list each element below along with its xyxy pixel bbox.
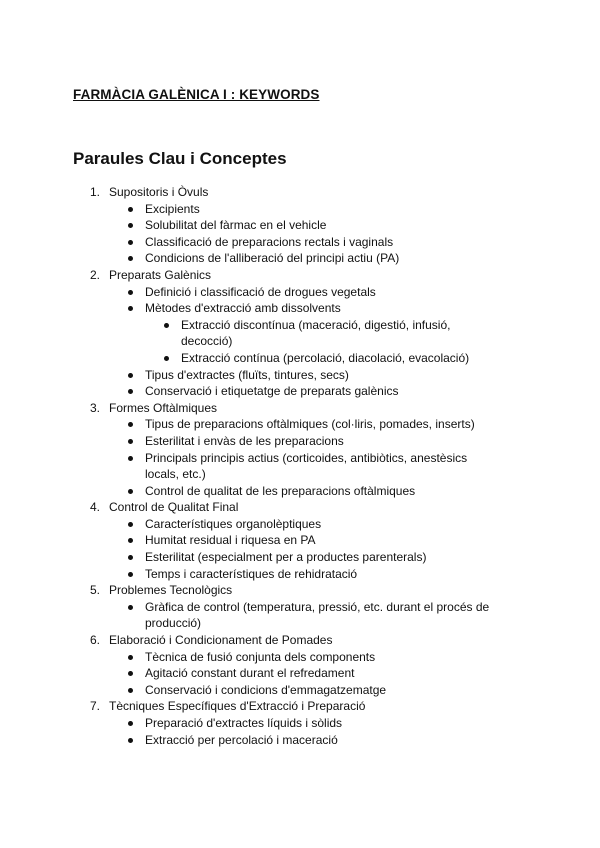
sub-keyword-label: Extracció contínua (percolació, diacolació, evacolació) [181,350,470,365]
keyword-label: Esterilitat (especialment per a productes parenterals) [145,550,427,565]
bullet-icon [128,738,133,743]
bullet-icon [128,373,133,378]
bullet-icon [128,439,133,444]
keyword-item [109,732,503,749]
bullet-icon [128,456,133,461]
topic-item [73,499,503,582]
bullet-icon [128,538,133,543]
bullet-icon [128,555,133,560]
bullet-icon [128,240,133,245]
topic-item [73,400,503,500]
keyword-item [109,566,503,583]
topic-label: Supositoris i Òvuls [109,185,209,199]
bullet-icon [128,290,133,295]
bullet-icon [128,223,133,228]
topic-list [73,184,503,748]
keyword-label: Temps i característiques de rehidratació [145,566,358,581]
keyword-list [109,599,503,632]
bullet-icon [128,671,133,676]
topic-label: Tècniques Específiques d'Extracció i Preparació [109,699,366,714]
bullet-icon [128,655,133,660]
document-title: FARMÀCIA GALÈNICA I : KEYWORDS [73,87,320,102]
keyword-label: Definició i classificació de drogues vegetals [145,284,376,299]
keyword-label: Condicions de l'alliberació del principi actiu (PA) [145,251,400,266]
keyword-item [109,300,503,366]
topic-number: 4. [90,500,101,515]
topic-item [73,632,503,698]
keyword-item [109,715,503,732]
keyword-label: Excipients [145,201,200,216]
topic-number: 6. [90,633,101,648]
keyword-item [109,599,503,632]
keyword-item [109,201,503,218]
bullet-icon [128,522,133,527]
keyword-item [109,532,503,549]
sub-keyword-item [145,350,503,367]
bullet-icon [128,572,133,577]
topic-number: 2. [90,267,101,282]
keyword-item [109,367,503,384]
bullet-icon [128,721,133,726]
topic-number: 7. [90,699,101,714]
topic-item [73,698,503,748]
keyword-item [109,450,503,483]
bullet-icon [164,323,169,328]
bullet-icon [128,256,133,261]
keyword-item [109,383,503,400]
topic-item [73,184,503,267]
keyword-item [109,665,503,682]
topic-label: Problemes Tecnològics [109,583,233,598]
topic-number: 3. [90,400,101,415]
keyword-item [109,516,503,533]
keyword-list [109,416,503,499]
keyword-item [109,250,503,267]
bullet-icon [128,489,133,494]
keyword-label: Agitació constant durant el refredament [145,666,355,681]
keyword-item [109,549,503,566]
topic-number: 1. [90,185,101,199]
keyword-list [109,201,503,267]
topic-number: 5. [90,583,101,598]
keyword-list [109,649,503,699]
topic-label: Formes Oftàlmiques [109,400,218,415]
keyword-item [109,649,503,666]
keyword-label: Preparació d'extractes líquids i sòlids [145,716,343,730]
keyword-list [109,715,503,748]
keyword-label: Principals principis actius (corticoides, antibiòtics, anestèsics locals, etc.) [145,450,468,482]
bullet-icon [128,389,133,394]
keyword-label: Conservació i etiquetatge de preparats galènics [145,384,399,399]
keyword-item [109,284,503,301]
keyword-label: Esterilitat i envàs de les preparacions [145,433,344,448]
keyword-item [109,416,503,433]
topic-label: Control de Qualitat Final [109,500,239,515]
keyword-item [109,217,503,234]
keyword-label: Tipus de preparacions oftàlmiques (col·liris, pomades, inserts) [145,417,475,432]
bullet-icon [128,306,133,311]
sub-keyword-list [145,317,503,367]
bullet-icon [128,422,133,427]
keyword-label: Tipus d'extractes (fluïts, tintures, secs) [145,367,349,382]
keyword-item [109,234,503,251]
keyword-item [109,433,503,450]
keyword-label: Gràfica de control (temperatura, pressió, etc. durant el procés de producció) [145,599,490,631]
bullet-icon [128,688,133,693]
topic-item [73,582,503,632]
section-title: Paraules Clau i Conceptes [73,149,287,168]
keyword-item [109,483,503,500]
topic-item [73,267,503,400]
keyword-label: Solubilitat del fàrmac en el vehicle [145,218,327,233]
topic-label: Elaboració i Condicionament de Pomades [109,633,333,648]
keyword-label: Conservació i condicions d'emmagatzematge [145,682,387,697]
bullet-icon [128,207,133,212]
keyword-label: Tècnica de fusió conjunta dels components [145,649,376,664]
keyword-label: Classificació de preparacions rectals i vaginals [145,234,394,249]
keyword-list [109,284,503,400]
keyword-label: Humitat residual i riquesa en PA [145,533,316,548]
bullet-icon [164,356,169,361]
keyword-item [109,682,503,699]
keyword-label: Extracció per percolació i maceració [145,732,338,747]
keyword-label: Característiques organolèptiques [145,516,322,531]
keyword-label: Mètodes d'extracció amb dissolvents [145,301,341,316]
keyword-label: Control de qualitat de les preparacions oftàlmiques [145,483,416,498]
sub-keyword-label: Extracció discontínua (maceració, digestió, infusió, decocció) [181,317,451,349]
sub-keyword-item [145,317,503,350]
bullet-icon [128,605,133,610]
keyword-list [109,516,503,582]
topic-label: Preparats Galènics [109,267,212,282]
